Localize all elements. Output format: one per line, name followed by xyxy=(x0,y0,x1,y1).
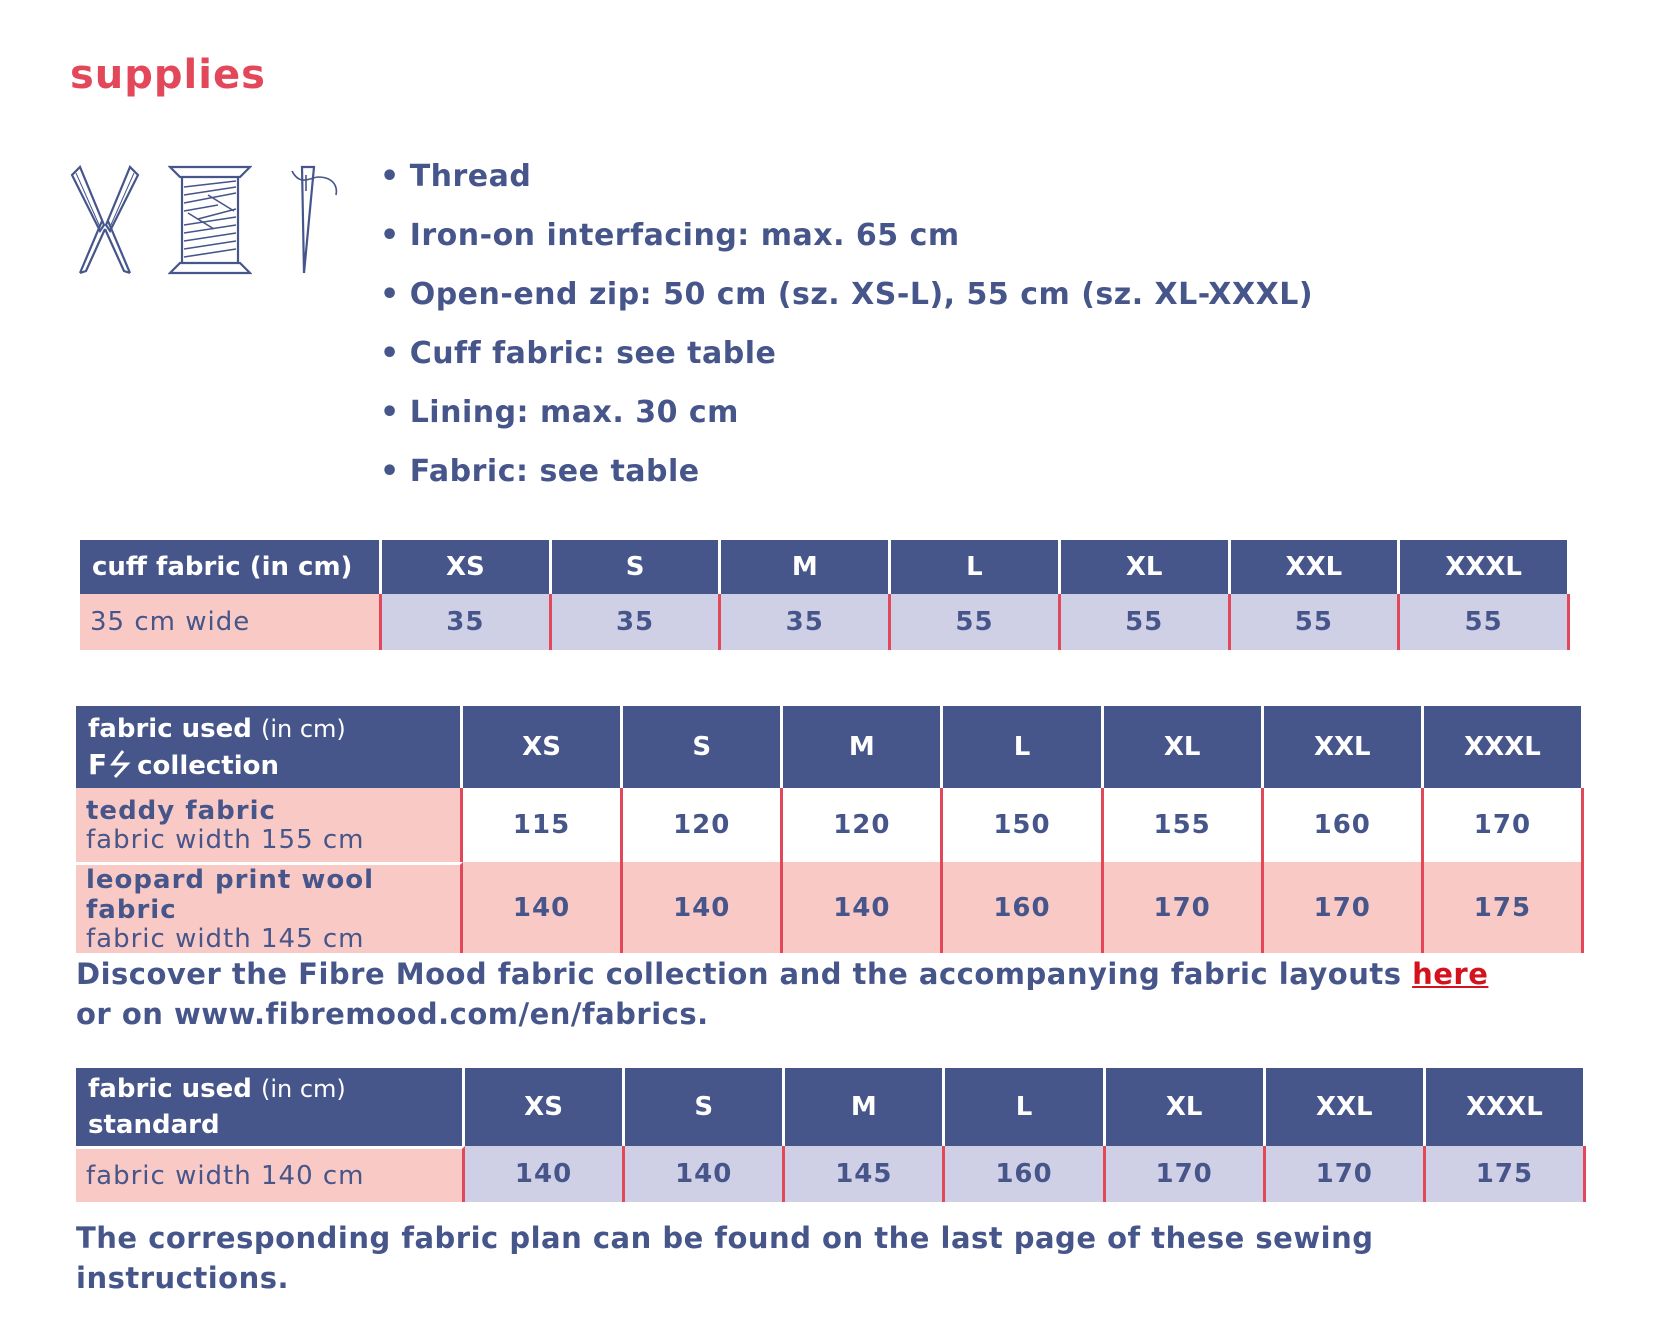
table-cell: 115 xyxy=(463,788,623,862)
size-header: S xyxy=(623,706,783,788)
row-label xyxy=(76,788,463,862)
header-sub: collection xyxy=(137,750,279,781)
size-header: XL xyxy=(1104,706,1264,788)
table-corner-header: cuff fabric (in cm) xyxy=(80,540,382,594)
size-header: L xyxy=(891,540,1061,594)
row-title: teddy fabric xyxy=(86,796,276,826)
header-main: fabric used xyxy=(88,713,252,744)
note-text-line2: or on www.fibremood.com/en/fabrics. xyxy=(76,997,709,1031)
table-header-row xyxy=(76,1068,1586,1146)
lightning-icon xyxy=(109,750,131,778)
table-cell: 140 xyxy=(465,1146,625,1202)
table-cell: 155 xyxy=(1104,788,1264,862)
size-header: XXL xyxy=(1231,540,1401,594)
table-row xyxy=(76,788,1584,862)
table-cell: 35 xyxy=(721,594,891,650)
table-cell: 175 xyxy=(1424,862,1584,953)
thread-spool-icon xyxy=(168,165,252,279)
size-header: XXL xyxy=(1266,1068,1426,1146)
table-cell: 55 xyxy=(1061,594,1231,650)
size-header: XS xyxy=(463,706,623,788)
table-cell: 120 xyxy=(623,788,783,862)
size-header: XS xyxy=(382,540,552,594)
table-cell: 140 xyxy=(625,1146,785,1202)
row-subtitle: fabric width 145 cm xyxy=(86,924,365,954)
size-header: XXXL xyxy=(1424,706,1584,788)
table-row xyxy=(80,594,1570,650)
size-header: M xyxy=(721,540,891,594)
supply-item: • Iron-on interfacing: max. 65 cm xyxy=(380,218,960,253)
table-cell: 55 xyxy=(1400,594,1570,650)
size-header: XL xyxy=(1106,1068,1266,1146)
table-cell: 150 xyxy=(943,788,1103,862)
row-label: 35 cm wide xyxy=(80,594,382,650)
table-cell: 160 xyxy=(1264,788,1424,862)
supply-item: • Open-end zip: 50 cm (sz. XS-L), 55 cm (sz. XL-XXXL) xyxy=(380,277,1314,312)
table-row xyxy=(76,1146,1586,1202)
supplies-list xyxy=(380,158,1313,512)
brand-logo: F xyxy=(88,747,108,781)
header-unit: (in cm) xyxy=(260,1075,346,1103)
table-cell: 120 xyxy=(783,788,943,862)
row-label xyxy=(76,862,463,953)
header-main: fabric used xyxy=(88,1074,252,1104)
table-cell: 170 xyxy=(1424,788,1584,862)
table-row xyxy=(76,862,1584,953)
size-header: L xyxy=(943,706,1103,788)
row-label: fabric width 140 cm xyxy=(76,1146,465,1202)
row-subtitle: fabric width 155 cm xyxy=(86,825,365,855)
scissors-icon xyxy=(70,165,140,281)
table-cell: 170 xyxy=(1104,862,1264,953)
cuff-fabric-table xyxy=(80,540,1570,650)
standard-fabric-table xyxy=(76,1068,1586,1202)
table-cell: 160 xyxy=(945,1146,1105,1202)
fabric-plan-note: The corresponding fabric plan can be found on the last page of these sewing instructions. xyxy=(76,1221,1374,1295)
size-header: XXXL xyxy=(1400,540,1570,594)
table-cell: 160 xyxy=(943,862,1103,953)
size-header: L xyxy=(945,1068,1105,1146)
table-cell: 140 xyxy=(463,862,623,953)
table-cell: 175 xyxy=(1426,1146,1586,1202)
supply-item: • Cuff fabric: see table xyxy=(380,336,777,371)
needle-icon xyxy=(288,165,348,281)
fabric-collection-note xyxy=(76,954,1488,1034)
supply-item: • Lining: max. 30 cm xyxy=(380,395,739,430)
table-header-row xyxy=(76,706,1584,788)
page-heading: supplies xyxy=(70,52,266,98)
size-header: XXXL xyxy=(1426,1068,1586,1146)
table-cell: 55 xyxy=(891,594,1061,650)
size-header: XS xyxy=(465,1068,625,1146)
size-header: XL xyxy=(1061,540,1231,594)
header-unit: (in cm) xyxy=(260,714,346,743)
row-title: leopard print wool fabric xyxy=(86,865,375,925)
size-header: S xyxy=(552,540,722,594)
note-text: Discover the Fibre Mood fabric collection and the accompanying fabric layouts xyxy=(76,957,1413,991)
table-cell: 35 xyxy=(382,594,552,650)
size-header: M xyxy=(785,1068,945,1146)
supply-item: • Fabric: see table xyxy=(380,454,700,489)
supply-icons xyxy=(70,165,350,285)
table-corner-header xyxy=(76,1068,465,1146)
size-header: S xyxy=(625,1068,785,1146)
table-cell: 145 xyxy=(785,1146,945,1202)
table-cell: 170 xyxy=(1264,862,1424,953)
table-cell: 140 xyxy=(623,862,783,953)
table-corner-header xyxy=(76,706,463,788)
fm-collection-table xyxy=(76,706,1584,953)
supply-item: • Thread xyxy=(380,159,532,194)
size-header: M xyxy=(783,706,943,788)
table-cell: 140 xyxy=(783,862,943,953)
table-cell: 170 xyxy=(1266,1146,1426,1202)
table-cell: 55 xyxy=(1231,594,1401,650)
table-header-row xyxy=(80,540,1570,594)
table-cell: 35 xyxy=(552,594,722,650)
table-cell: 170 xyxy=(1106,1146,1266,1202)
header-sub: standard xyxy=(88,1110,220,1140)
here-link[interactable]: here xyxy=(1412,957,1489,991)
size-header: XXL xyxy=(1264,706,1424,788)
